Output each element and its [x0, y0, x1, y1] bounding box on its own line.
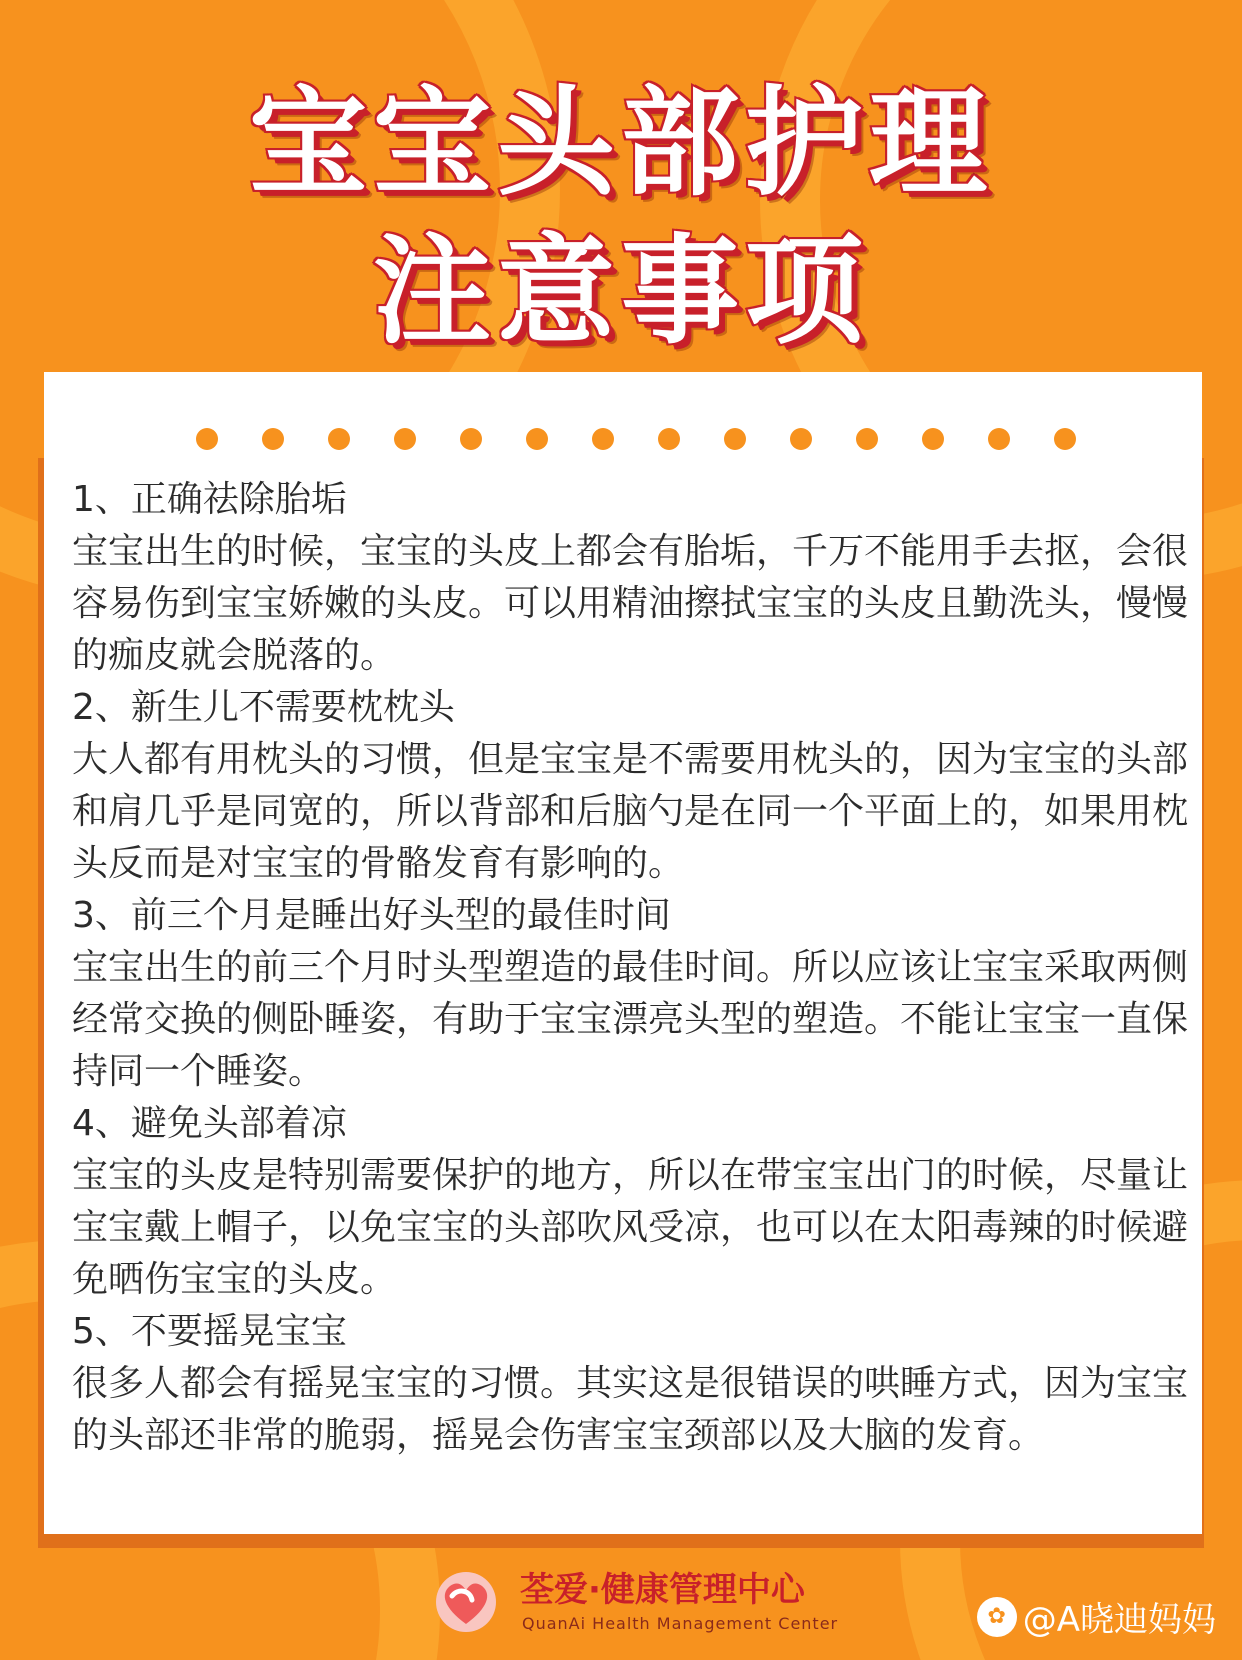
watermark — [977, 1592, 1216, 1641]
section-body: 很多人都会有摇晃宝宝的习惯。其实这是很错误的哄睡方式，因为宝宝的头部还非常的脆弱，摇晃会伤害宝宝颈部以及大脑的发育。 — [72, 1363, 1189, 1456]
decorative-dot — [856, 428, 878, 450]
section-heading: 4、避免头部着凉 — [72, 1103, 347, 1144]
brand-name-cn: 荃爱·健康管理中心 — [520, 1570, 805, 1610]
decorative-dots — [196, 428, 1076, 452]
section-heading: 5、不要摇晃宝宝 — [72, 1311, 347, 1352]
decorative-dot — [922, 428, 944, 450]
section-body: 宝宝出生的时候，宝宝的头皮上都会有胎垢，千万不能用手去抠，会很容易伤到宝宝娇嫩的头皮。可以用精油擦拭宝宝的头皮且勤洗头，慢慢的痂皮就会脱落的。 — [72, 531, 1189, 676]
section-1 — [72, 474, 1192, 682]
section-body: 大人都有用枕头的习惯，但是宝宝是不需要用枕头的，因为宝宝的头部和肩几乎是同宽的，所以背部和后脑勺是在同一个平面上的，如果用枕头反而是对宝宝的骨骼发育有影响的。 — [72, 739, 1189, 884]
section-heading: 3、前三个月是睡出好头型的最佳时间 — [72, 895, 671, 936]
decorative-dot — [1054, 428, 1076, 450]
section-5 — [72, 1306, 1192, 1462]
decorative-dot — [658, 428, 680, 450]
decorative-dot — [724, 428, 746, 450]
decorative-dot — [262, 428, 284, 450]
decorative-dot — [592, 428, 614, 450]
page-title-line2: 注意事项 — [372, 222, 869, 360]
section-body: 宝宝的头皮是特别需要保护的地方，所以在带宝宝出门的时候，尽量让宝宝戴上帽子，以免宝宝的头部吹风受凉，也可以在太阳毒辣的时候避免晒伤宝宝的头皮。 — [72, 1155, 1189, 1300]
watermark-text: @A晓迪妈妈 — [1022, 1600, 1216, 1640]
page-title-line1: 宝宝头部护理 — [248, 74, 993, 212]
heart-logo-icon — [430, 1566, 502, 1638]
decorative-dot — [460, 428, 482, 450]
brand-name-en: QuanAi Health Management Center — [522, 1614, 839, 1633]
decorative-dot — [526, 428, 548, 450]
decorative-dot — [394, 428, 416, 450]
section-4 — [72, 1098, 1192, 1306]
article-content — [72, 474, 1192, 1462]
section-body: 宝宝出生的前三个月时头型塑造的最佳时间。所以应该让宝宝采取两侧经常交换的侧卧睡姿，有助于宝宝漂亮头型的塑造。不能让宝宝一直保持同一个睡姿。 — [72, 947, 1189, 1092]
section-heading: 2、新生儿不需要枕枕头 — [72, 687, 455, 728]
decorative-dot — [790, 428, 812, 450]
decorative-dot — [988, 428, 1010, 450]
section-heading: 1、正确祛除胎垢 — [72, 479, 347, 520]
paw-icon: ✿ — [977, 1597, 1017, 1637]
decorative-dot — [196, 428, 218, 450]
decorative-dot — [328, 428, 350, 450]
section-2 — [72, 682, 1192, 890]
section-3 — [72, 890, 1192, 1098]
